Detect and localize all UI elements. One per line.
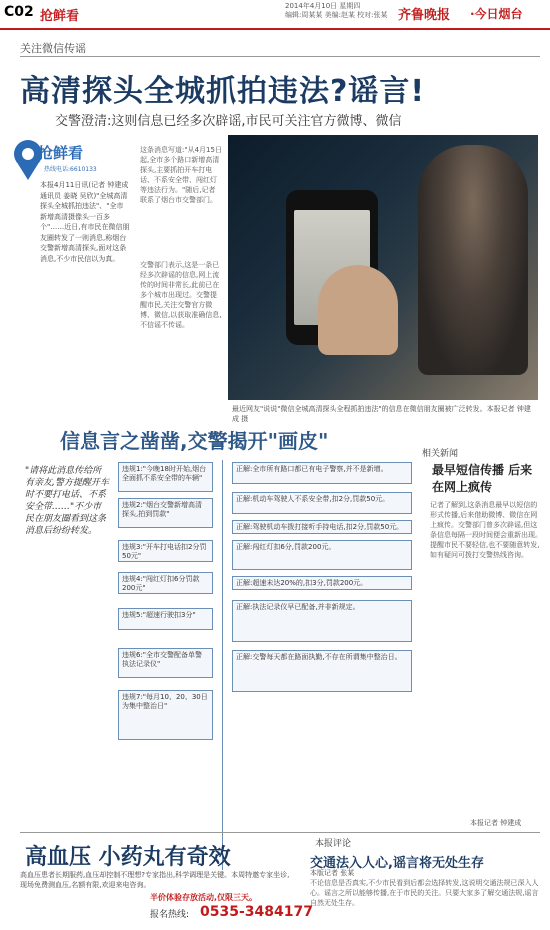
date-line: 2014年4月10日 星期四 [285, 2, 361, 10]
brand-suffix: ·今日烟台 [470, 7, 523, 21]
rumor-item-5: 违规5:"超速行驶扣3分" [118, 608, 213, 630]
editor-line: 编辑:周某某 美编:赵某 校对:张某 [285, 11, 388, 19]
section-label: 抢鲜看 [40, 9, 80, 24]
rumor-item-1: 违规1:"今晚18时开始,烟台全面抓不系安全带的车辆" [118, 462, 213, 492]
rumor-item-3: 违规3:"开车打电话扣2分罚50元" [118, 540, 213, 562]
page-header [0, 0, 550, 30]
rumor-item-4: 违规4:"闯红灯扣6分罚款200元" [118, 572, 213, 594]
sub-headline: 交警澄清:这则信息已经多次辟谣,市民可关注官方微博、微信 [55, 114, 402, 129]
pull-quote: "请将此消息传给所有亲友,警方提醒开车时不要打电话、不系安全带……"不少市民在朋友圈看到这条消息后纷纷转发。 [25, 466, 109, 536]
main-headline: 高清探头全城抓拍违法?谣言! [20, 74, 426, 109]
photo-person [418, 145, 528, 375]
response-item-5: 正解:超速未达20%的,扣3分,罚款200元。 [232, 576, 412, 590]
kicker: 关注微信传谣 [20, 42, 86, 55]
related-tag: 本报评论 [315, 839, 352, 849]
ad-phone: 0535-3484177 [200, 904, 313, 920]
response-item-4: 正解:闯红灯扣6分,罚款200元。 [232, 540, 412, 570]
ad-phone-label: 报名热线: [150, 910, 190, 920]
ad-offer: 半价体验存放活动,仅限三天。 [150, 893, 258, 902]
photo-caption: 最近网友"说说"微信全城高清探头全程抓拍违法"的信息在微信朋友圈被广泛转发。本报记者 钟建成 摄 [232, 405, 531, 423]
ad-headline: 高血压 小药丸有奇效 [25, 845, 231, 870]
response-item-6: 正解:执法记录仪早已配备,并非新规定。 [232, 600, 412, 642]
related-byline: 本版记者 张某 [310, 869, 355, 877]
qiangxiankan-logo [10, 136, 105, 181]
sidebar-byline: 本报记者 钟建成 [470, 819, 522, 827]
body-column: 这条消息写道:"从4月15日起,全市多个路口新增高清探头,主要抓拍开车打电话、不系安全带、闯红灯等违法行为。"随后,记者联系了烟台市交警部门。 [140, 146, 222, 204]
page-code: C02 [4, 4, 34, 20]
logo-text: 抢鲜看 [38, 144, 84, 162]
response-item-3: 正解:驾驶机动车拨打接听手持电话,扣2分,罚款50元。 [232, 520, 412, 534]
response-item-2: 正解:机动车驾驶人不系安全带,扣2分,罚款50元。 [232, 492, 412, 514]
sidebar-text: 记者了解到,这条消息最早以短信的形式传播,后来借助微博、微信在网上疯传。交警部门曾多次辟谣,但这条信息每隔一段时间便会重新出现。提醒市民不要轻信,也不要随意转发,如有疑问可拨打交警热线咨询。 [430, 501, 542, 559]
sidebar-tag: 相关新闻 [422, 449, 459, 459]
divider [20, 56, 540, 57]
body-column-2: 交警部门表示,这是一条已经多次辟谣的信息,网上流传的时间非常长,此前已在多个城市出现过。交警提醒市民,关注交警官方微博、微信,以获取准确信息,不信谣不传谣。 [140, 261, 222, 329]
newspaper-brand: 齐鲁晚报 [398, 8, 451, 23]
section-headline: 信息言之凿凿,交警揭开"画皮" [60, 429, 329, 453]
photo-hand [318, 265, 398, 355]
date-info [285, 2, 395, 20]
rumor-item-7: 违规7:"每月10、20、30日为集中整治日" [118, 690, 213, 740]
rumor-item-6: 违规6:"全市交警配备单警执法记录仪" [118, 648, 213, 678]
lead-paragraph: 本报4月11日讯(记者 钟建成 通讯员 姜晓 吴欣)"全城高清探头全城抓拍违法"、"全市新增高清摄像头一百多个"……近日,有市民在微信朋友圈转发了一则消息,称烟台交警新增高清探头,面对这条消息,不少市民信以为真。 [40, 181, 130, 263]
ad-text: 高血压患者长期服药,血压却控制不理想?专家指出,科学调理是关键。本周特邀专家坐诊,现场免费测血压,名额有限,欢迎来电咨询。 [20, 871, 290, 889]
logo-hotline: 热线电话:6610133 [44, 166, 97, 173]
response-item-1: 正解:全市所有路口都已有电子警察,并不是新增。 [232, 462, 412, 484]
divider [20, 832, 540, 833]
sidebar-title: 最早短信传播 后来在网上疯传 [432, 463, 533, 494]
news-photo [228, 135, 538, 400]
rumor-item-2: 违规2:"烟台交警新增高清探头,拍到罚款" [118, 498, 213, 528]
response-item-7: 正解:交警每天都在路面执勤,不存在所谓集中整治日。 [232, 650, 412, 692]
related-headline: 交通法入人心,谣言将无处生存 [310, 856, 484, 871]
related-body: 不论信息是否真实,不少市民看到后都会选择转发,这说明交通法规已深入人心。谣言之所以能够传播,在于市民的关注。只要大家多了解交通法规,谣言自然无处生存。 [310, 879, 539, 907]
timeline-axis [222, 460, 223, 870]
